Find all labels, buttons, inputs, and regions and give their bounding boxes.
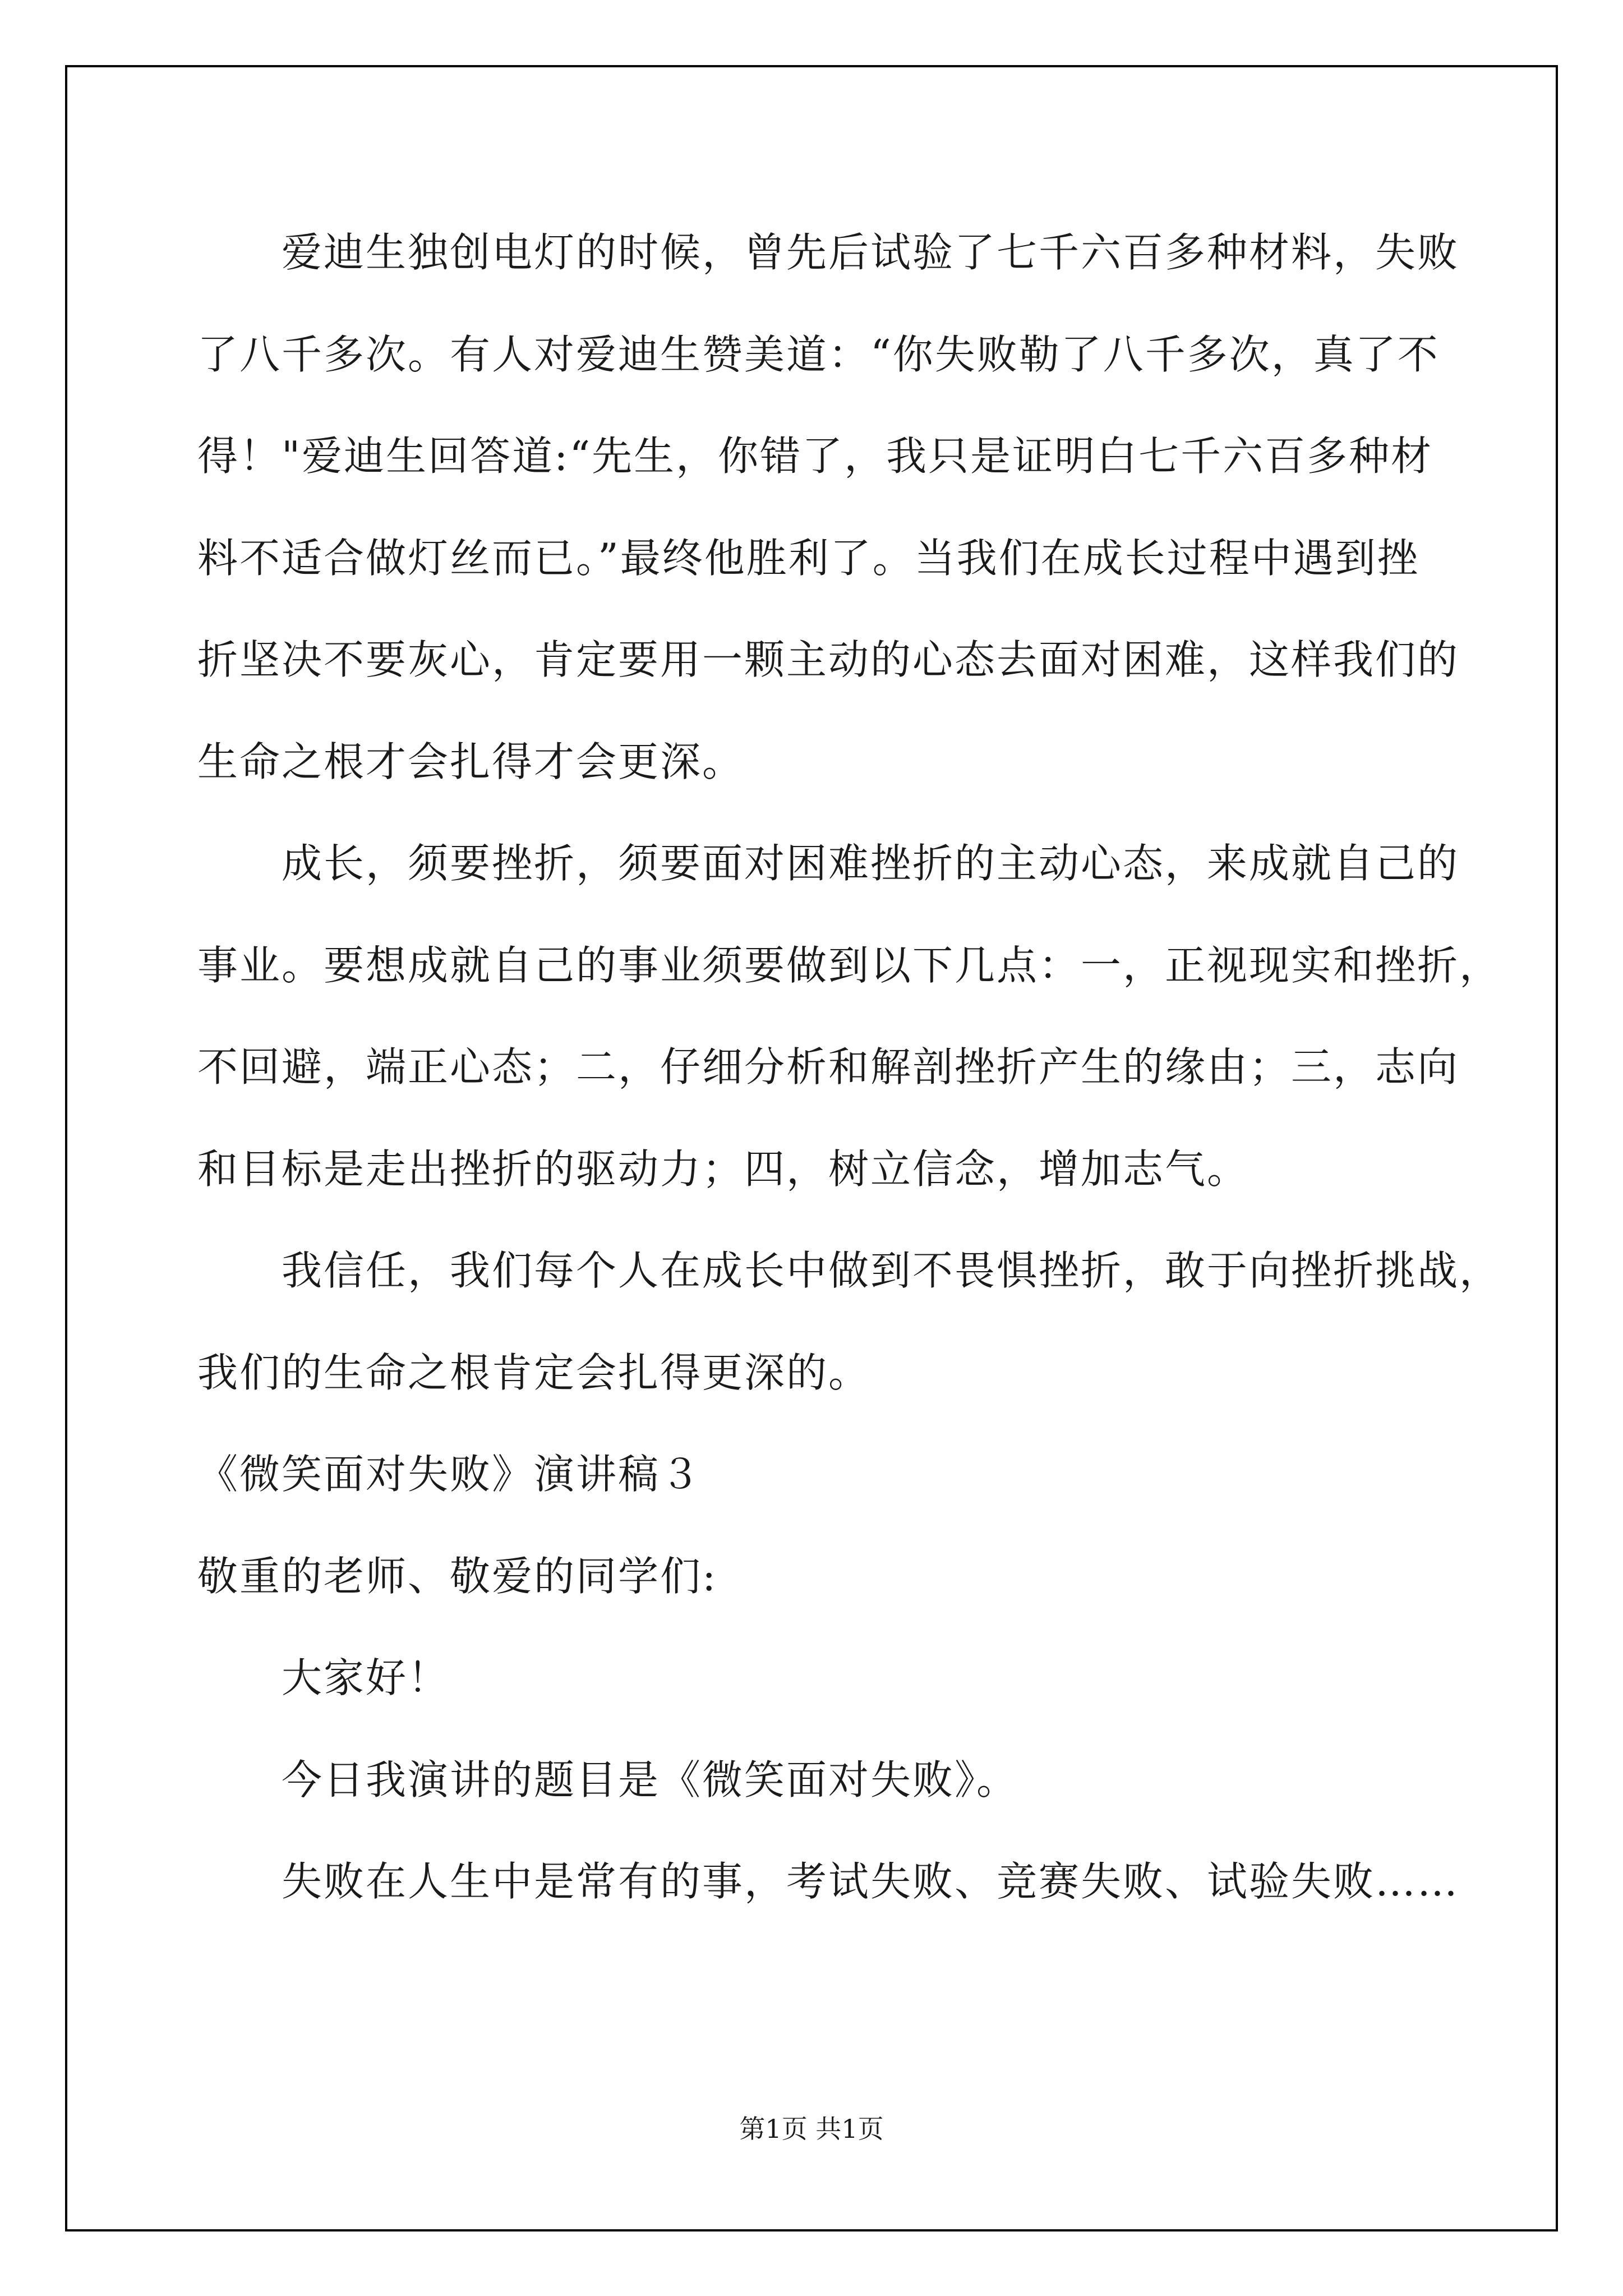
paragraph-2-line-1: 成长，须要挫折，须要面对困难挫折的主动心态，来成就自己的 — [282, 840, 1460, 887]
paragraph-4-line-1: 失败在人生中是常有的事，考试失败、竞赛失败、试验失败…… — [282, 1858, 1460, 1905]
paragraph-3-line-1: 我信任，我们每个人在成长中做到不畏惧挫折，敢于向挫折挑战， — [282, 1247, 1502, 1294]
paragraph-1-line-4: 料不适合做灯丝而已。”最终他胜利了。当我们在成长过程中遇到挫 — [197, 534, 1419, 582]
paragraph-1-line-3: 得！"爱迪生回答道:“先生，你错了，我只是证明白七千六百多种材 — [197, 432, 1433, 480]
paragraph-1-line-6: 生命之根才会扎得才会更深。 — [197, 738, 745, 785]
paragraph-3-line-2: 我们的生命之根肯定会扎得更深的。 — [197, 1349, 871, 1396]
document-body — [197, 202, 1502, 1933]
topic-line: 今日我演讲的题目是《微笑面对失败》。 — [282, 1756, 1019, 1803]
paragraph-1-line-2: 了八千多次。有人对爱迪生赞美道：“你失败勒了八千多次，真了不 — [197, 330, 1440, 378]
paragraph-2-line-3: 不回避，端正心态；二，仔细分析和解剖挫折产生的缘由；三，志向 — [197, 1043, 1460, 1091]
paragraph-2-line-2: 事业。要想成就自己的事业须要做到以下几点：一，正视现实和挫折， — [197, 941, 1502, 989]
paragraph-1-line-5: 折坚决不要灰心，肯定要用一颗主动的心态去面对困难，这样我们的 — [197, 636, 1460, 683]
page-footer: 第1页 共1页 — [739, 2114, 884, 2144]
salutation: 敬重的老师、敬爱的同学们: — [197, 1552, 718, 1600]
greeting: 大家好！ — [282, 1654, 450, 1701]
section-heading: 《微笑面对失败》演讲稿３ — [197, 1451, 703, 1498]
paragraph-1-line-1: 爱迪生独创电灯的时候，曾先后试验了七千六百多种材料，失败 — [282, 229, 1460, 276]
paragraph-2-line-4: 和目标是走出挫折的驱动力；四，树立信念，增加志气。 — [197, 1145, 1249, 1193]
